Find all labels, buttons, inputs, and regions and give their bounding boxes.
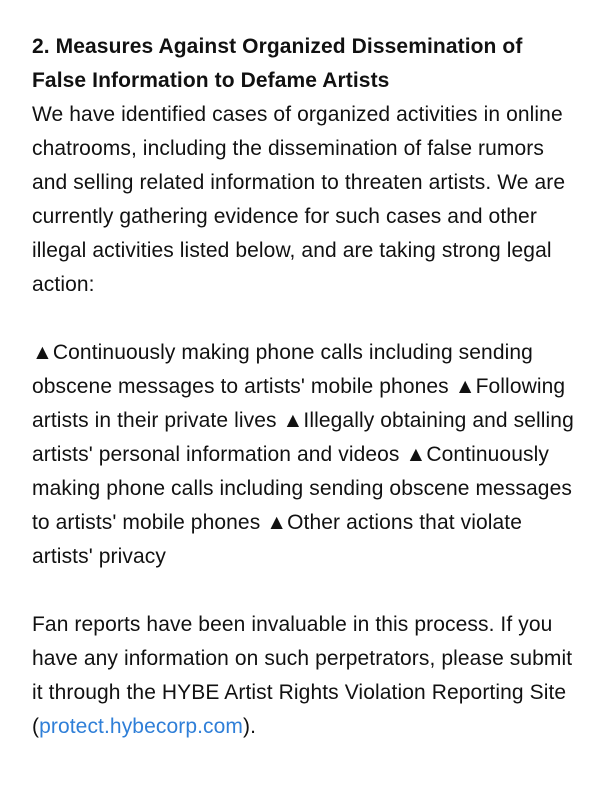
actions-list-paragraph: ▲Continuously making phone calls including sending obscene messages to artists' mobile phones ▲Following artists in their private lives ▲Illegally obtaining and selling artists' personal information and videos ▲Continuously making phone calls including sending obscene messages to artists' mobile phones ▲Other actions that violate artists' privacy (32, 341, 574, 568)
closing-text: Fan reports have been invaluable in this process. If you have any information on such perpetrators, please submit it through the HYBE Artist Rights Violation Reporting Site ( (32, 613, 573, 738)
intro-paragraph: We have identified cases of organized activities in online chatrooms, including the dissemination of false rumors and selling related information to threaten artists. We are currently gathering evidence for such cases and other illegal activities listed below, and are taking strong legal action: (32, 103, 566, 296)
section-heading: 2. Measures Against Organized Dissemination of False Information to Defame Artists (32, 35, 523, 92)
paragraph-spacer (32, 574, 582, 608)
closing-suffix: ). (243, 715, 257, 738)
closing-paragraph (32, 608, 582, 744)
report-site-link[interactable]: protect.hybecorp.com (39, 715, 244, 738)
paragraph-spacer (32, 302, 582, 336)
